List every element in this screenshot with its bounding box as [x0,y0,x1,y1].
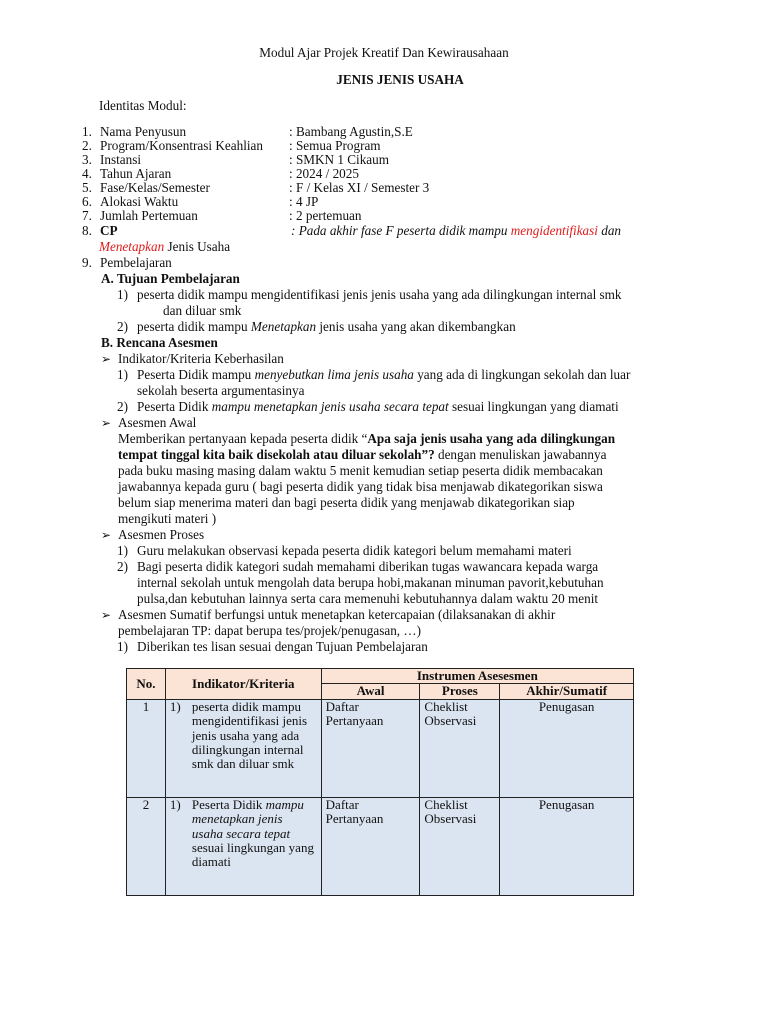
item-number: 4. [82,166,92,181]
cell-text-italic: mampu menetapkan jenis usaha secara tepat [191,796,304,841]
cell-text: Peserta Didik [191,796,266,812]
item-text: sesuai lingkungan yang diamati [448,399,619,414]
rencana-heading: B. Rencana Asesmen [101,335,218,350]
item-number: 9. [82,255,92,270]
cell-text: peserta didik mampu mengidentifikasi jenis jenis usaha yang ada dilingkungan internal smk dan diluar smk [191,698,308,772]
item-number: 1) [169,698,181,714]
item-number: 1) [117,639,128,654]
cell-proses: Cheklist Observasi [420,797,500,895]
cell-text: sesuai lingkungan yang diamati [191,840,314,870]
sumatif-text: pembelajaran TP: dapat berupa tes/projek/penugasan, …) [118,623,421,638]
item-label: Instansi [100,152,142,167]
item-number: 1. [82,124,92,139]
cp-text: : Pada akhir fase F peserta didik mampu [291,223,511,238]
cell-proses: Cheklist Observasi [420,699,500,797]
item-text: Guru melakukan observasi kepada peserta didik kategori belum memahami materi [137,543,572,558]
item-label: Alokasi Waktu [100,194,179,209]
proses-item-continuation: pulsa,dan kebutuhan lainnya serta cara memenuhi kebutuhannya dalam waktu 20 menit [137,591,599,606]
item-text: Diberikan tes lisan sesuai dengan Tujuan Pembelajaran [137,639,428,654]
item-label: Tahun Ajaran [100,166,172,181]
item-number: 2) [117,559,128,574]
cp-highlight: Menetapkan [99,239,165,254]
item-number: 1) [117,287,128,302]
arrow-bullet-icon: ➢ [101,528,112,542]
tujuan-item-continuation: dan diluar smk [163,303,242,318]
item-label: CP [100,223,118,238]
column-header-akhir: Akhir/Sumatif [500,684,634,699]
table-row [127,797,634,895]
column-header-instrumen: Instrumen Asesesmen [321,669,633,684]
item-number: 2. [82,138,92,153]
item-number: 8. [82,223,92,238]
item-text-italic: Menetapkan [250,319,317,334]
item-label: Jumlah Pertemuan [100,208,198,223]
bullet-heading: Asesmen Awal [118,415,197,430]
item-label: Fase/Kelas/Semester [100,180,210,195]
document-title: JENIS JENIS USAHA [336,72,464,87]
asesmen-awal-text: jawabannya kepada guru ( bagi peserta didik yang tidak bisa menjawab dikategorikan siswa [118,479,603,494]
cell-indikator [165,797,321,895]
item-number: 1) [169,796,181,812]
item-text-italic: mampu menetapkan jenis usaha secara tepat [211,399,449,414]
cp-continuation [99,239,230,255]
identitas-heading: Identitas Modul: [99,98,187,113]
item-label: Pembelajaran [100,255,172,270]
asesmen-awal-text: pada buku masing masing dalam waktu 5 menit kemudian setiap peserta didik membacakan [118,463,603,478]
cp-highlight: mengidentifikasi [510,223,598,238]
item-number: 5. [82,180,92,195]
item-value: : F / Kelas XI / Semester 3 [289,180,430,195]
asesmen-awal-text [118,447,606,463]
item-text: jenis usaha yang akan dikembangkan [316,319,516,334]
item-label: Program/Konsentrasi Keahlian [100,138,263,153]
item-value: : SMKN 1 Cikaum [289,152,390,167]
proses-item-continuation: internal sekolah untuk mengolah data berupa hobi,makanan minuman pavorit,kebutuhan [137,575,604,590]
item-value: : 4 JP [289,194,319,209]
bullet-heading: Asesmen Sumatif berfungsi untuk menetapkan ketercapaian (dilaksanakan di akhir [118,607,556,622]
arrow-bullet-icon: ➢ [101,352,112,366]
cell-awal: Daftar Pertanyaan [321,797,420,895]
item-number: 6. [82,194,92,209]
item-value: : 2 pertemuan [289,208,362,223]
paragraph-text: Memberikan pertanyaan kepada peserta didik “ [118,431,368,446]
item-label: Nama Penyusun [100,124,187,139]
item-text: Bagi peserta didik kategori sudah memahami diberikan tugas wawancara kepada warga [137,559,599,574]
item-text-italic: menyebutkan lima jenis usaha [254,367,414,382]
column-header-no: No. [127,669,166,700]
item-value: : Bambang Agustin,S.E [289,124,413,139]
item-value: : 2024 / 2025 [289,166,359,181]
item-number: 3. [82,152,92,167]
column-header-indikator: Indikator/Kriteria [165,669,321,700]
cell-no: 2 [127,797,166,895]
asesmen-awal-text: belum siap menerima materi dan bagi peserta didik yang menjawab dikategorikan siap [118,495,575,510]
paragraph-bold: Apa saja jenis usaha yang ada dilingkungan [367,431,616,446]
item-text: yang ada di lingkungan sekolah dan luar [413,367,631,382]
tujuan-heading: A. Tujuan Pembelajaran [101,271,240,286]
item-text: Peserta Didik mampu [137,367,255,382]
bullet-heading: Indikator/Kriteria Keberhasilan [118,351,284,366]
paragraph-bold: tempat tinggal kita baik disekolah atau diluar sekolah”? [118,447,435,462]
column-header-proses: Proses [420,684,500,699]
table-header-row [127,669,634,684]
cp-text: dan [597,223,622,238]
item-text: Peserta Didik [137,399,212,414]
column-header-awal: Awal [321,684,420,699]
bullet-heading: Asesmen Proses [118,527,205,542]
item-value: : Semua Program [289,138,381,153]
assessment-table [126,668,634,896]
paragraph-text: dengan menuliskan jawabannya [434,447,607,462]
item-number: 1) [117,367,128,382]
cp-text: Jenis Usaha [164,239,231,254]
page-header: Modul Ajar Projek Kreatif Dan Kewirausahaan [259,45,509,60]
item-number: 7. [82,208,92,223]
item-number: 2) [117,319,128,334]
arrow-bullet-icon: ➢ [101,608,112,622]
item-number: 1) [117,543,128,558]
cell-indikator [165,699,321,797]
item-text: peserta didik mampu mengidentifikasi jenis jenis usaha yang ada dilingkungan internal smk [137,287,622,302]
cell-awal: Daftar Pertanyaan [321,699,420,797]
asesmen-awal-text [118,431,615,447]
indikator-item-continuation: sekolah beserta argumentasinya [137,383,305,398]
arrow-bullet-icon: ➢ [101,416,112,430]
item-number: 2) [117,399,128,414]
item-text: peserta didik mampu [137,319,251,334]
asesmen-awal-text: mengikuti materi ) [118,511,217,526]
table-row [127,699,634,797]
cell-no: 1 [127,699,166,797]
cell-akhir: Penugasan [500,699,634,797]
cell-akhir: Penugasan [500,797,634,895]
